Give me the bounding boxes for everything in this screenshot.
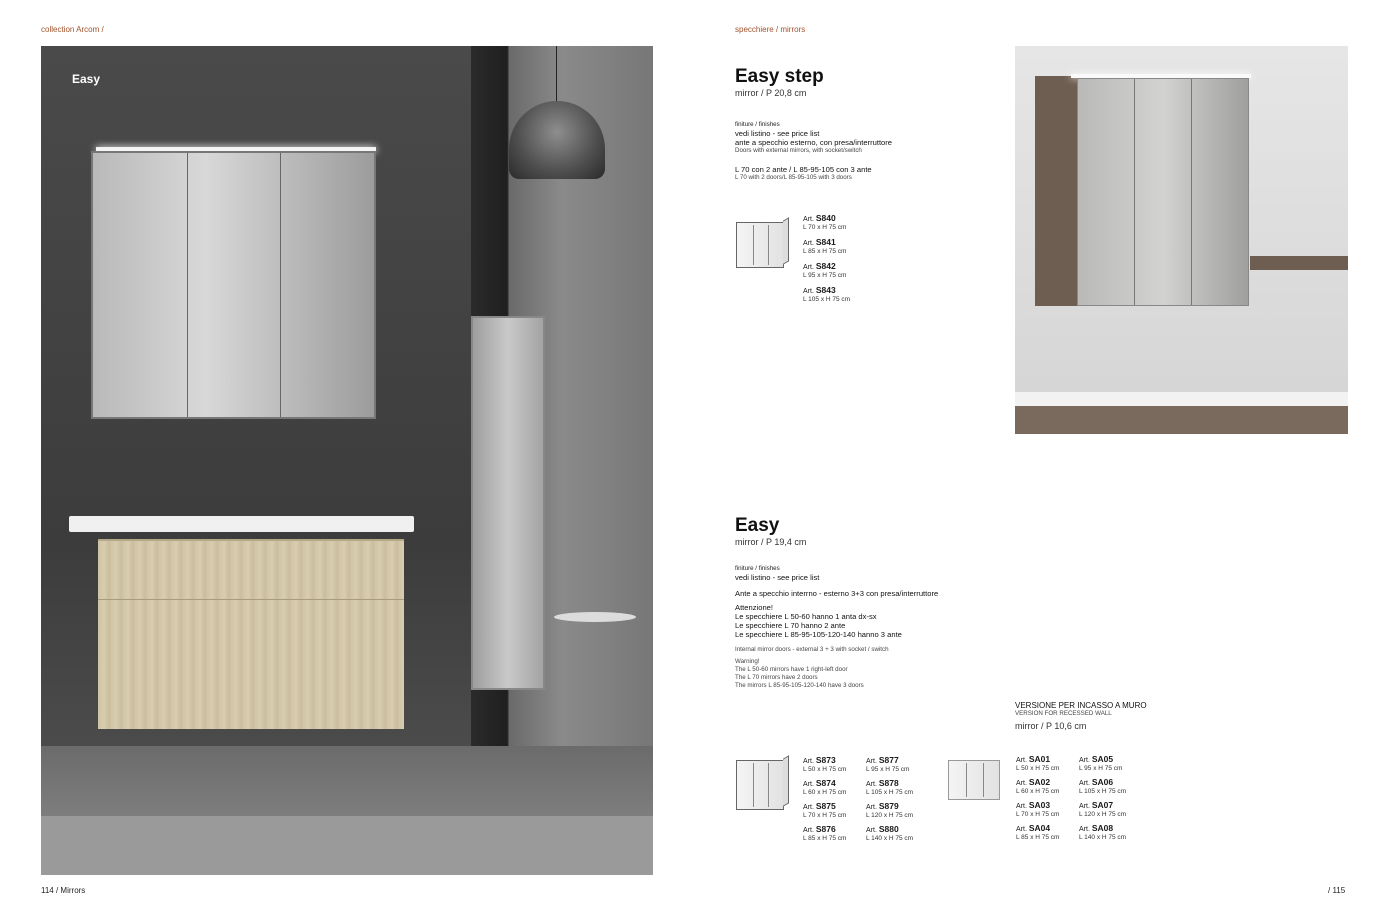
easy-step-title: Easy step [735,66,824,87]
vanity-unit [98,539,404,729]
door-line [753,225,754,265]
recessed-articles-col1 [1016,755,1059,842]
easy-subtitle: mirror / P 19,4 cm [735,537,807,547]
header-collection: collection Arcom / [41,25,104,34]
article-item: Art. SA03 L 70 x H 75 cm [1016,800,1060,818]
article-item: Art. S874 L 60 x H 75 cm [803,778,847,796]
footer-page-right: / 115 [1328,886,1346,895]
door-line [768,225,769,265]
easy-title: Easy [735,515,780,536]
easy-specs [735,565,1005,690]
shower-door [471,316,545,690]
recessed-title-it: VERSIONE PER INCASSO A MURO [1015,701,1147,710]
warning-it-line: Le specchiere L 70 hanno 2 ante [735,621,846,630]
finishes-label: finiture / finishes [735,565,780,572]
header-section: specchiere / mirrors [735,25,806,34]
cabinet-side-panel [1035,76,1077,306]
finishes-label: finiture / finishes [735,121,780,128]
article-item: Art. SA08 L 140 x H 75 cm [1079,823,1127,841]
counter-top [1015,392,1348,406]
easy-articles-col1 [803,756,846,843]
photo-label: Easy [72,72,101,86]
article-item: Art. S875 L 70 x H 75 cm [803,801,847,819]
article-item: Art. S873 L 50 x H 75 cm [803,755,847,773]
base-cabinet [1015,406,1348,434]
article-item: Art. S878 L 105 x H 75 cm [866,778,914,796]
easy-step-specs [735,121,995,182]
easy-step-articles [803,214,850,304]
warning-en-line: The L 70 mirrors have 2 doors [735,674,818,681]
article-item: Art. S841 L 85 x H 75 cm [803,237,847,255]
article-item: Art. S877 L 95 x H 75 cm [866,755,910,773]
warning-it-line: Le specchiere L 50-60 hanno 1 anta dx-sx [735,612,877,621]
door-line [966,763,967,797]
side-table [554,612,636,622]
photo-easy-bathroom [41,46,653,875]
door-line [983,763,984,797]
warning-en-line: The L 50-60 mirrors have 1 right-left door [735,666,848,673]
mirror-door-divider [280,153,281,417]
article-item: Art. SA07 L 120 x H 75 cm [1079,800,1127,818]
finishes-value: vedi listino - see price list [735,129,820,138]
article-item: Art. S840 L 70 x H 75 cm [803,213,847,231]
article-item: Art. SA04 L 85 x H 75 cm [1016,823,1060,841]
finishes-value: vedi listino - see price list [735,573,820,582]
article-item: Art. S879 L 120 x H 75 cm [866,801,914,819]
footer-page-left: 114 / Mirrors [41,886,86,895]
article-item: Art. SA05 L 95 x H 75 cm [1079,754,1123,772]
sizes-it: L 70 con 2 ante / L 85-95-105 con 3 ante [735,165,872,174]
article-item: Art. SA06 L 105 x H 75 cm [1079,777,1127,795]
door-line [753,763,754,807]
recessed-header [1015,701,1147,731]
article-item: Art. SA01 L 50 x H 75 cm [1016,754,1060,772]
photo-easy-step-bathroom [1015,46,1348,434]
recessed-title-en: VERSION FOR RECESSED WALL [1015,710,1112,717]
warning-en-line: The mirrors L 85-95-105-120-140 have 3 doors [735,682,864,689]
warning-en: Warning! [735,658,760,665]
depth-side [783,217,789,264]
mirror-diagram-icon [736,222,784,268]
recessed-articles-col2 [1079,755,1126,842]
warning-it-line: Le specchiere L 85-95-105-120-140 hanno 3 ante [735,630,902,639]
easy-step-subtitle: mirror / P 20,8 cm [735,88,807,98]
photo-rug [41,816,653,875]
mirror-door-divider [187,153,188,417]
wall-shelf [1250,256,1348,270]
mirror-cabinet [1077,78,1249,306]
recessed-subtitle: mirror / P 10,6 cm [1015,721,1087,731]
mirror-door-divider [1134,79,1135,305]
article-item: Art. S880 L 140 x H 75 cm [866,824,914,842]
description-it: Ante a specchio interrno - esterno 3+3 con presa/interruttore [735,589,939,598]
mirror-diagram-icon [736,760,784,810]
easy-articles-col2 [866,756,913,843]
depth-side [783,755,789,806]
article-item: Art. S876 L 85 x H 75 cm [803,824,847,842]
sink-top [69,516,414,532]
mirror-door-divider [1191,79,1192,305]
warning-it: Attenzione! [735,603,773,612]
description-it: ante a specchio esterno, con presa/interruttore [735,138,893,147]
vanity-seam [98,599,404,600]
sizes-en: L 70 with 2 doors/L 85-95-105 with 3 doors [735,174,852,181]
description-en: Doors with external mirrors, with socket/switch [735,147,862,154]
door-line [768,763,769,807]
description-en: Internal mirror doors - external 3 + 3 with socket / switch [735,646,889,653]
mirror-cabinet [91,151,376,419]
article-item: Art. S843 L 105 x H 75 cm [803,285,851,303]
article-item: Art. SA02 L 60 x H 75 cm [1016,777,1060,795]
article-item: Art. S842 L 95 x H 75 cm [803,261,847,279]
pendant-cord [556,46,557,104]
recessed-mirror-diagram-icon [948,760,1000,800]
